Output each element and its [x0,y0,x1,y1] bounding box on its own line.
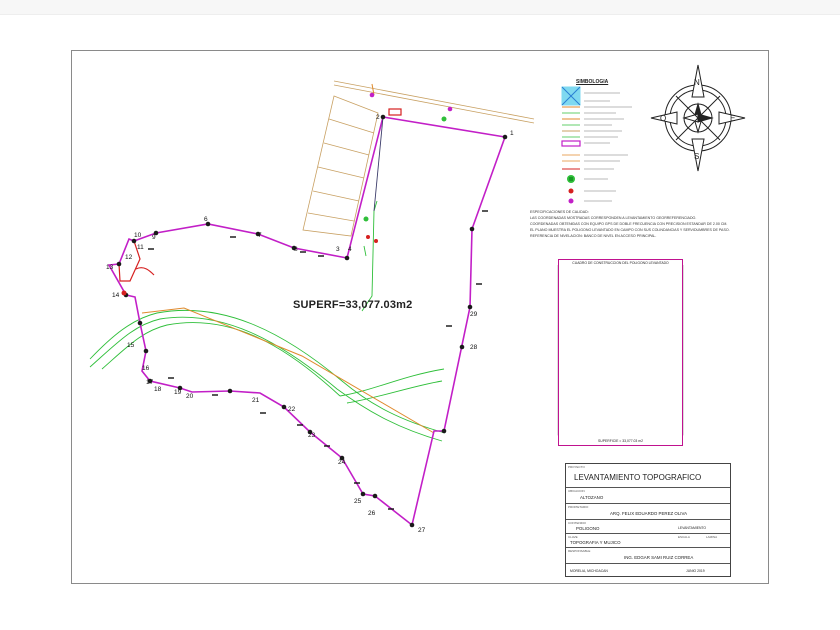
svg-text:18: 18 [154,386,162,393]
coord-table-footer: SUPERFICIE = 33,077.03 m2 [598,439,643,443]
svg-text:20: 20 [186,393,194,400]
distance-ticks [148,211,488,509]
compass-north: N [694,78,700,87]
property-boundary [109,117,505,525]
compass-south: S [694,152,700,161]
tb-place-caption: UBICACION [568,489,585,493]
coordinates-table [558,259,683,446]
svg-text:8: 8 [294,246,298,253]
tb-sheet-row [566,534,730,548]
svg-text:2: 2 [376,114,380,121]
svg-text:23: 23 [308,432,316,439]
svg-text:6: 6 [204,216,208,223]
lot-blocks [303,81,534,236]
svg-text:21: 21 [252,397,260,404]
svg-text:10: 10 [134,232,142,239]
tb-sheet-caption: CLAVE [568,535,578,539]
svg-text:19: 19 [174,389,182,396]
legend-title: SIMBOLOGIA [576,79,609,85]
tb-signer: ING. EDGAR SAMI RUIZ CORREA [624,555,694,560]
notes-block [530,209,760,239]
svg-text:13: 13 [106,264,114,271]
tb-project-title: LEVANTAMIENTO TOPOGRAFICO [574,473,702,482]
compass-west: O [660,114,667,123]
interior-line [374,117,383,211]
tb-content: POLIGONO [576,526,600,531]
tb-footer-row [566,564,730,578]
tb-place: ALTOZANO [580,495,604,500]
svg-text:9: 9 [152,234,156,241]
tb-owner-row [566,504,730,520]
tb-owner: ARQ. FELIX EDUARDO PEREZ OLIVA [610,511,688,516]
svg-text:4: 4 [348,246,352,253]
svg-text:26: 26 [368,510,376,517]
tb-content-row [566,520,730,534]
coord-table-title: CUADRO DE CONSTRUCCION DEL POLIGONO LEVANTADO [572,261,669,265]
tb-project-caption: PROYECTO [568,465,585,469]
tb-city: MORELIA, MICHOACAN [570,569,608,573]
note-line: REFERENCIA DE NIVELACION: BANCO DE NIVEL EN ACCESO PRINCIPAL. [530,234,657,238]
svg-text:17: 17 [146,379,154,386]
tb-signer-row [566,548,730,564]
area-label: SUPERF=33,077.03m2 [293,299,413,311]
tb-scale-caption: ESCALA [678,535,690,539]
svg-text:7: 7 [258,232,262,239]
vertex-labels [106,114,514,534]
note-line: LAS COORDENADAS MOSTRADAS CORRESPONDEN A LEVANTAMIENTO GEORREFERENCIADO. [530,216,697,220]
tb-place-row [566,488,730,504]
tb-owner-caption: PROPIETARIO [568,505,589,509]
tb-date: JUNIO 2019 [686,569,705,573]
compass-east: E [730,114,736,123]
note-line: EL PLANO MUESTRA EL POLIGONO LEVANTADO EN CAMPO CON SUS COLINDANCIAS Y SERVIDUMBRES DE PASO. [530,228,730,232]
svg-text:27: 27 [418,527,426,534]
svg-text:25: 25 [354,498,362,505]
svg-text:14: 14 [112,292,120,299]
tb-sheet-type: TOPOGRAFIA Y MUJICO [570,540,621,545]
svg-text:22: 22 [288,406,296,413]
legend-symbols [562,87,632,204]
browser-top-strip [0,0,840,15]
tb-content-caption: CONTENIDO [568,521,586,525]
red-corner-detail [119,109,401,281]
tb-signer-caption: RESPONSABLE [568,549,591,553]
svg-text:29: 29 [470,311,478,318]
title-block [565,463,731,577]
plan-sheet [71,50,769,584]
tb-project-row [566,464,730,488]
note-line: COORDENADAS OBTENIDAS CON EQUIPO GPS DE DOBLE FRECUENCIA CON PRECISION ESTANDAR DE 2.00 CM. [530,222,728,226]
svg-text:28: 28 [470,344,478,351]
svg-text:16: 16 [142,365,150,372]
svg-text:11: 11 [137,244,144,251]
pipeline-line [142,84,434,433]
svg-text:15: 15 [127,342,135,349]
svg-text:3: 3 [336,246,340,253]
svg-text:24: 24 [338,459,346,466]
tb-lamina-caption: LAMINA [706,535,718,539]
svg-text:1: 1 [510,130,514,137]
svg-text:12: 12 [125,254,133,261]
tb-code: LEVANTAMIENTO [678,526,707,530]
note-line: ESPECIFICACIONES DE CALIDAD: [530,210,589,214]
